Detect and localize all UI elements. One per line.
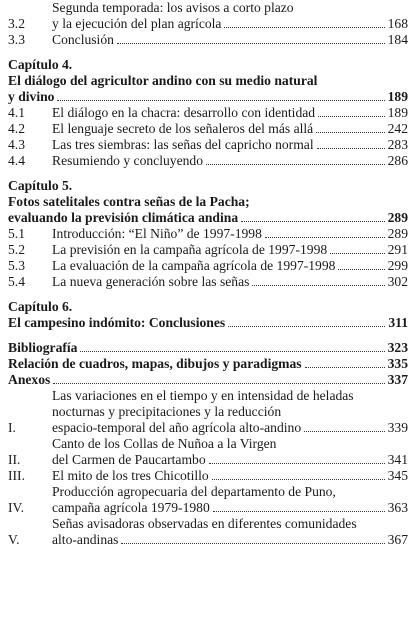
entry-title-line: La evaluación de la campaña agrícola de 1997-1998: [52, 258, 336, 273]
entry-title-line: Introducción: “El Niño” de 1997-1998: [52, 226, 262, 241]
entry-last-line: [52, 532, 408, 548]
entry-title-line: El campesino indómito: Conclusiones: [8, 315, 226, 330]
toc-entry[interactable]: [8, 468, 408, 484]
page-number: 337: [387, 372, 408, 387]
entry-title-line: Segunda temporada: los avisos a corto plazo: [52, 0, 294, 15]
entry-title-line: alto-andinas: [52, 532, 119, 547]
dot-leader: [121, 543, 384, 544]
entry-title-line: Canto de los Collas de Nuñoa a la Virgen: [52, 436, 277, 451]
chapter-entry[interactable]: [8, 73, 408, 105]
dot-leader: [330, 253, 384, 254]
entry-last-line: [8, 89, 408, 105]
entry-last-line: [8, 372, 408, 388]
section-entry[interactable]: [8, 356, 408, 372]
entry-number: III.: [8, 468, 25, 483]
entry-content: [8, 73, 408, 105]
entry-title-line: del Carmen de Paucartambo: [52, 452, 206, 467]
entry-number: 4.3: [8, 137, 25, 152]
entry-content: [52, 32, 408, 48]
entry-content: [52, 388, 408, 436]
entry-content: [8, 194, 408, 226]
dot-leader: [228, 326, 385, 327]
entry-number: II.: [8, 452, 21, 467]
entry-content: [52, 121, 408, 137]
page-number: 189: [387, 89, 408, 104]
dot-leader: [117, 43, 385, 44]
dot-leader: [318, 116, 385, 117]
page-number: 189: [387, 105, 408, 120]
entry-number: 4.4: [8, 153, 25, 168]
dot-leader: [53, 383, 384, 384]
entry-title-line: nocturnas y precipitaciones y la reducción: [52, 404, 282, 419]
entry-title-line: Fotos satelitales contra señas de la Pacha;: [8, 194, 250, 209]
entry-last-line: [8, 210, 408, 226]
page-number: 242: [387, 121, 408, 136]
toc-entry[interactable]: [8, 0, 408, 32]
toc-entry[interactable]: [8, 105, 408, 121]
page-number: 323: [387, 340, 408, 355]
entry-title-line: Bibliografía: [8, 340, 78, 355]
entry-last-line: [8, 315, 408, 331]
entry-title-line: El diálogo del agricultor andino con su medio natural: [8, 73, 318, 88]
entry-content: [52, 436, 408, 468]
entry-content: [52, 484, 408, 516]
entry-number: 3.2: [8, 16, 25, 31]
entry-content: [8, 356, 408, 372]
entry-title-line: Las variaciones en el tiempo y en intensidad de heladas: [52, 388, 354, 403]
entry-title-line: Las tres siembras: las señas del capricho normal: [52, 137, 314, 152]
entry-title-line: El diálogo en la chacra: desarrollo con identidad: [52, 105, 316, 120]
entry-last-line: [52, 121, 408, 137]
entry-title-line: Señas avisadoras observadas en diferentes comunidades: [52, 516, 357, 531]
page-number: 289: [387, 210, 408, 225]
toc-entry[interactable]: [8, 516, 408, 548]
dot-leader: [80, 351, 384, 352]
chapter-entry[interactable]: [8, 194, 408, 226]
entry-number: 5.1: [8, 226, 25, 241]
section-entry[interactable]: [8, 340, 408, 356]
page-number: 335: [387, 356, 408, 371]
page-number: 302: [387, 274, 408, 289]
page-number: 367: [387, 532, 408, 547]
toc-entry[interactable]: [8, 137, 408, 153]
entry-last-line: [52, 105, 408, 121]
entry-last-line: [52, 153, 408, 169]
table-of-contents: [8, 0, 408, 548]
entry-content: [52, 0, 408, 32]
toc-entry[interactable]: [8, 388, 408, 436]
entry-title-line: El mito de los tres Chicotillo: [52, 468, 209, 483]
entry-title-line: campaña agrícola 1979-1980: [52, 500, 210, 515]
toc-entry[interactable]: [8, 153, 408, 169]
entry-number: 3.3: [8, 32, 25, 47]
dot-leader: [265, 237, 385, 238]
entry-number: 4.2: [8, 121, 25, 136]
entry-last-line: [52, 274, 408, 290]
entry-title-line: Producción agropecuaria del departamento de Puno,: [52, 484, 336, 499]
page-number: 345: [387, 468, 408, 483]
page-number: 363: [387, 500, 408, 515]
entry-title-line: Resumiendo y concluyendo: [52, 153, 204, 168]
section-entry[interactable]: [8, 372, 408, 388]
page-number: 339: [387, 420, 408, 435]
dot-leader: [213, 511, 385, 512]
page-number: 341: [387, 452, 408, 467]
toc-entry[interactable]: [8, 436, 408, 468]
entry-title-line: Anexos: [8, 372, 51, 387]
entry-last-line: [8, 356, 408, 372]
entry-last-line: [52, 16, 408, 32]
page-number: 311: [388, 315, 408, 330]
dot-leader: [209, 463, 385, 464]
toc-entry[interactable]: [8, 242, 408, 258]
chapter-number: Capítulo 4.: [8, 57, 73, 72]
page-number: 168: [387, 16, 408, 31]
entry-number: 4.1: [8, 105, 25, 120]
chapter-number: Capítulo 5.: [8, 178, 73, 193]
toc-entry[interactable]: [8, 274, 408, 290]
toc-entry[interactable]: [8, 226, 408, 242]
entry-last-line: [52, 468, 408, 484]
entry-title-line: Conclusión: [52, 32, 114, 47]
entry-content: [52, 137, 408, 153]
entry-number: 5.4: [8, 274, 25, 289]
entry-number: 5.3: [8, 258, 25, 273]
dot-leader: [305, 367, 385, 368]
entry-title-line: Relación de cuadros, mapas, dibujos y paradigmas: [8, 356, 302, 371]
entry-number: IV.: [8, 500, 24, 515]
toc-entry[interactable]: [8, 32, 408, 48]
entry-last-line: [52, 452, 408, 468]
dot-leader: [252, 285, 384, 286]
dot-leader: [338, 269, 384, 270]
toc-entry[interactable]: [8, 484, 408, 516]
dot-leader: [224, 27, 384, 28]
page-number: 299: [387, 258, 408, 273]
entry-content: [52, 516, 408, 548]
dot-leader: [212, 479, 385, 480]
entry-content: [52, 153, 408, 169]
entry-content: [52, 226, 408, 242]
dot-leader: [316, 132, 384, 133]
entry-title-line: y la ejecución del plan agrícola: [52, 16, 222, 31]
entry-number: 5.2: [8, 242, 25, 257]
dot-leader: [241, 221, 384, 222]
chapter-entry[interactable]: [8, 315, 408, 331]
entry-content: [52, 105, 408, 121]
entry-number: I.: [8, 420, 16, 435]
entry-title-line: y divino: [8, 89, 55, 104]
entry-last-line: [52, 420, 408, 436]
dot-leader: [206, 164, 385, 165]
entry-number: V.: [8, 532, 20, 547]
page-number: 291: [387, 242, 408, 257]
entry-title-line: La nueva generación sobre las señas: [52, 274, 250, 289]
entry-title-line: La previsión en la campaña agrícola de 1997-1998: [52, 242, 328, 257]
page-number: 289: [387, 226, 408, 241]
dot-leader: [57, 100, 384, 101]
entry-content: [52, 258, 408, 274]
entry-last-line: [8, 340, 408, 356]
entry-content: [52, 468, 408, 484]
entry-last-line: [52, 226, 408, 242]
entry-content: [8, 340, 408, 356]
entry-last-line: [52, 137, 408, 153]
entry-last-line: [52, 500, 408, 516]
entry-last-line: [52, 258, 408, 274]
toc-entry[interactable]: [8, 121, 408, 137]
entry-content: [8, 315, 408, 331]
page-number: 286: [387, 153, 408, 168]
entry-title-line: El lenguaje secreto de los señaleros del más allá: [52, 121, 314, 136]
page-number: 283: [387, 137, 408, 152]
entry-title-line: evaluando la previsión climática andina: [8, 210, 239, 225]
entry-last-line: [52, 32, 408, 48]
entry-content: [52, 274, 408, 290]
entry-content: [8, 372, 408, 388]
page-number: 184: [387, 32, 408, 47]
entry-title-line: espacio-temporal del año agrícola alto-andino: [52, 420, 302, 435]
entry-content: [52, 242, 408, 258]
chapter-number: Capítulo 6.: [8, 299, 73, 314]
dot-leader: [304, 431, 384, 432]
entry-last-line: [52, 242, 408, 258]
dot-leader: [317, 148, 385, 149]
toc-entry[interactable]: [8, 258, 408, 274]
